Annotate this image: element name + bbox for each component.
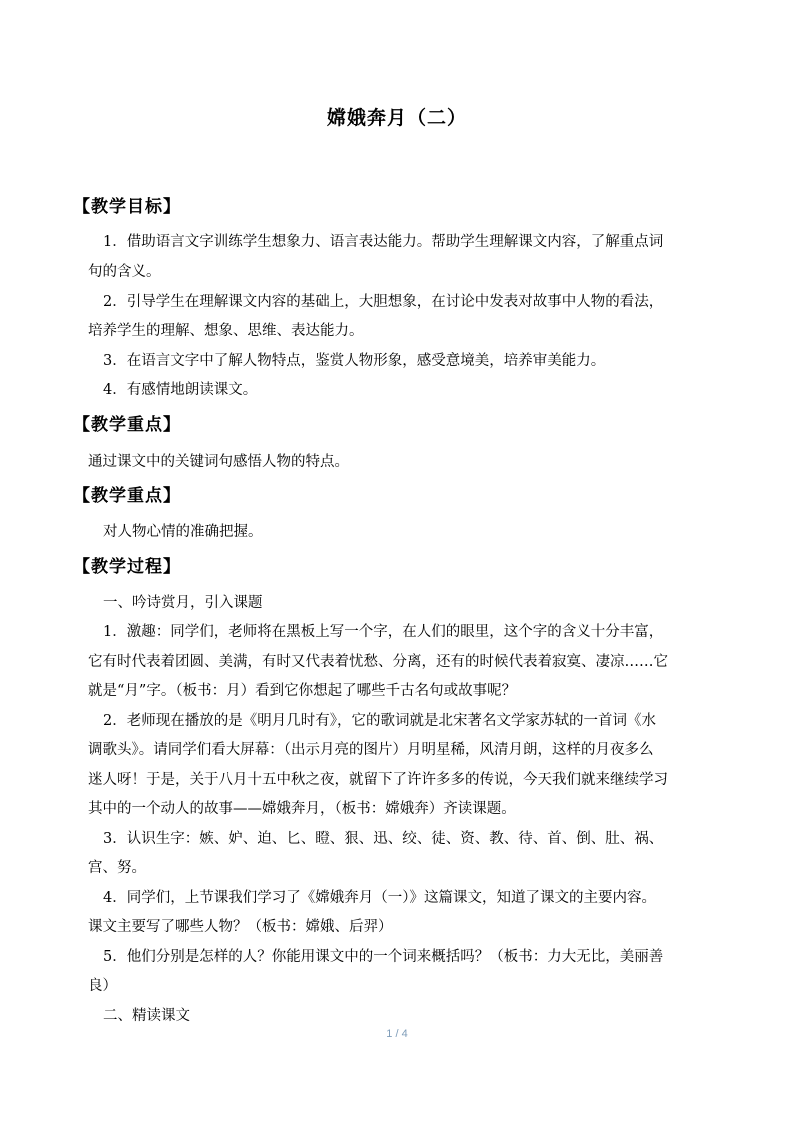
process-line: 二、精读课文: [103, 1008, 190, 1024]
objectives-line: 1．借助语言文字训练学生想象力、语言表达能力。帮助学生理解课文内容，了解重点词: [103, 234, 664, 250]
page-title: 嫦娥奔月（二）: [326, 107, 467, 129]
key-points-2-line: 对人物心情的准确把握。: [103, 524, 263, 540]
process-line: 其中的一个动人的故事——嫦娥奔月，（板书：嫦娥奔）齐读课题。: [88, 801, 516, 817]
process-line: 2．老师现在播放的是《明月几时有》，它的歌词就是北宋著名文学家苏轼的一首词《水: [103, 713, 656, 729]
process-line: 4．同学们，上节课我们学习了《嫦娥奔月（一）》这篇课文，知道了课文的主要内容。: [103, 890, 656, 906]
process-line: 一、吟诗赏月，引入课题: [103, 595, 263, 611]
heading-objectives: 【教学目标】: [73, 197, 181, 217]
heading-key-points: 【教学重点】: [73, 415, 181, 435]
process-line: 就是“月”字。（板书：月）看到它你想起了哪些千古名句或故事呢？: [88, 683, 517, 699]
process-line: 迷人呀！于是，关于八月十五中秋之夜，就留下了许许多多的传说，今天我们就来继续学习: [88, 772, 668, 788]
process-line: 5．他们分别是怎样的人？你能用课文中的一个词来概括吗？（板书：力大无比，美丽善: [103, 949, 664, 965]
objectives-line: 4．有感情地朗读课文。: [103, 382, 258, 398]
process-line: 课文主要写了哪些人物？（板书：嫦娥、后羿）: [88, 919, 393, 935]
process-line: 良）: [88, 978, 117, 994]
heading-process: 【教学过程】: [73, 557, 181, 577]
page-number: 1 / 4: [386, 1028, 408, 1040]
process-line: 宫、努。: [88, 860, 146, 876]
heading-key-points-2: 【教学重点】: [73, 486, 181, 506]
objectives-line: 3．在语言文字中了解人物特点，鉴赏人物形象，感受意境美，培养审美能力。: [103, 353, 606, 369]
process-line: 它有时代表着团圆、美满，有时又代表着忧愁、分离，还有的时候代表着寂寞、凄凉……它: [88, 654, 668, 670]
process-line: 1．激趣：同学们，老师将在黑板上写一个字，在人们的眼里，这个字的含义十分丰富，: [103, 624, 664, 640]
objectives-line: 2．引导学生在理解课文内容的基础上，大胆想象，在讨论中发表对故事中人物的看法，: [103, 294, 664, 310]
key-points-line: 通过课文中的关键词句感悟人物的特点。: [88, 454, 349, 470]
objectives-line: 句的含义。: [88, 264, 161, 280]
process-line: 3．认识生字：嫉、妒、迫、匕、瞪、狠、迅、绞、徒、资、教、待、首、倒、肚、祸、: [103, 831, 664, 847]
process-line: 调歌头》。请同学们看大屏幕：（出示月亮的图片）月明星稀，风清月朗，这样的月夜多么: [88, 742, 654, 758]
objectives-line: 培养学生的理解、想象、思维、表达能力。: [88, 323, 364, 339]
